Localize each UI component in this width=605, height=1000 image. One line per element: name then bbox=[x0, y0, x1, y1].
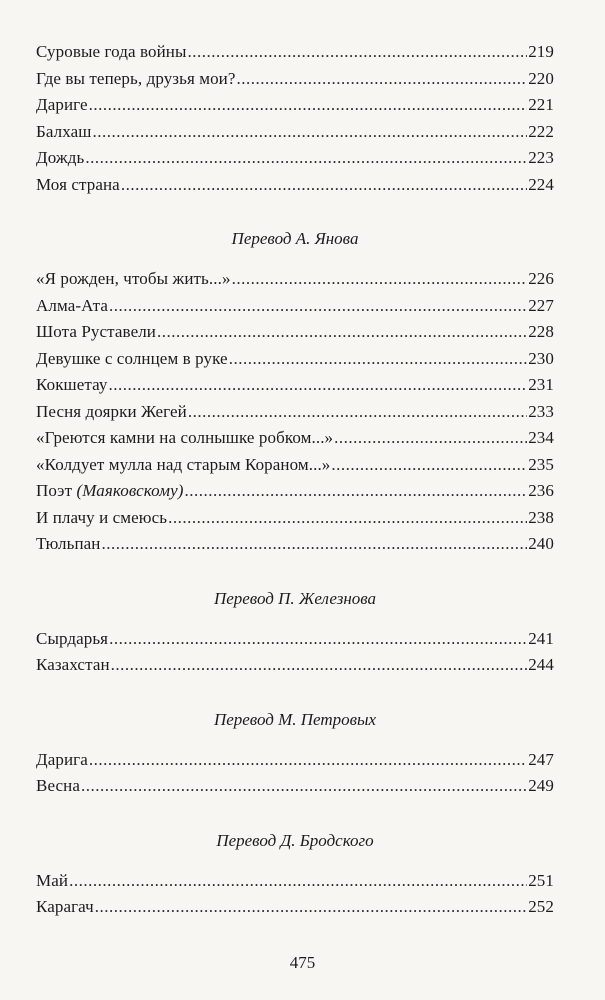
entry-title: Шота Руставели bbox=[36, 322, 156, 341]
entry-page: 240 bbox=[528, 534, 554, 553]
table-of-contents bbox=[36, 42, 554, 924]
entry-title: «Я рожден, чтобы жить...» bbox=[36, 269, 231, 288]
entry-page: 227 bbox=[528, 295, 554, 315]
leader-dots bbox=[334, 428, 527, 448]
entry-title: Дарига bbox=[36, 749, 88, 769]
toc-entry bbox=[36, 322, 554, 349]
leader-dots bbox=[89, 750, 527, 770]
entry-title: Карагач bbox=[36, 897, 94, 916]
leader-dots bbox=[229, 349, 527, 369]
toc-entry bbox=[36, 122, 554, 149]
section-heading: Перевод М. Петровых bbox=[213, 709, 377, 729]
page-number: 475 bbox=[289, 953, 316, 972]
entry-page: 247 bbox=[528, 749, 554, 769]
leader-dots bbox=[331, 455, 527, 475]
leader-dots bbox=[111, 655, 528, 675]
toc-entry bbox=[36, 175, 554, 202]
toc-entry bbox=[36, 655, 554, 682]
section-heading: Перевод Д. Бродского bbox=[216, 830, 374, 850]
toc-entry bbox=[36, 69, 554, 96]
toc-entry bbox=[36, 402, 554, 429]
toc-entry bbox=[36, 508, 554, 535]
leader-dots bbox=[188, 42, 528, 62]
toc-entry bbox=[36, 776, 554, 803]
leader-dots bbox=[85, 148, 527, 168]
entry-title: Сырдарья bbox=[36, 628, 109, 648]
entry-page: 223 bbox=[528, 148, 554, 167]
entry-title: Май bbox=[36, 870, 69, 890]
entry-page: 234 bbox=[528, 428, 554, 447]
leader-dots bbox=[95, 897, 527, 917]
toc-entry bbox=[36, 95, 554, 122]
toc-entry bbox=[36, 897, 554, 924]
entry-title: Дождь bbox=[36, 148, 85, 167]
leader-dots bbox=[232, 269, 528, 289]
entry-page: 230 bbox=[528, 348, 554, 368]
entry-page: 244 bbox=[528, 655, 554, 674]
leader-dots bbox=[188, 402, 527, 422]
entry-page: 231 bbox=[528, 375, 554, 394]
entry-title-dedication: (Маяковскому) bbox=[76, 481, 184, 500]
leader-dots bbox=[121, 175, 527, 195]
entry-page: 226 bbox=[528, 269, 554, 288]
entry-page: 238 bbox=[528, 507, 554, 527]
entry-title: Где вы теперь, друзья мои? bbox=[36, 68, 236, 88]
toc-entry bbox=[36, 375, 554, 402]
entry-page: 236 bbox=[528, 481, 554, 500]
toc-entry bbox=[36, 871, 554, 898]
entry-title: Весна bbox=[36, 776, 80, 795]
section-heading: Перевод А. Янова bbox=[231, 229, 359, 248]
entry-page: 249 bbox=[528, 776, 554, 795]
entry-page: 233 bbox=[528, 401, 554, 421]
entry-title bbox=[36, 481, 183, 501]
toc-entry bbox=[36, 629, 554, 656]
toc-entry bbox=[36, 269, 554, 296]
entry-page: 241 bbox=[528, 628, 554, 648]
leader-dots bbox=[89, 95, 528, 115]
leader-dots bbox=[102, 534, 528, 554]
leader-dots bbox=[157, 322, 527, 342]
entry-title: Казахстан bbox=[36, 655, 110, 674]
entry-page: 251 bbox=[528, 870, 554, 890]
entry-title: Дариге bbox=[36, 95, 88, 114]
entry-page: 221 bbox=[528, 95, 554, 114]
entry-title: Песня доярки Жегей bbox=[36, 401, 187, 421]
toc-entry bbox=[36, 455, 554, 482]
entry-title: Кокшетау bbox=[36, 375, 108, 394]
entry-title-main: Поэт bbox=[36, 481, 77, 500]
leader-dots bbox=[109, 629, 527, 649]
entry-title: Девушке с солнцем в руке bbox=[36, 348, 228, 368]
toc-group bbox=[36, 871, 554, 924]
leader-dots bbox=[168, 508, 527, 528]
entry-title: Суровые года войны bbox=[36, 42, 187, 61]
entry-page: 222 bbox=[528, 121, 554, 141]
toc-entry bbox=[36, 349, 554, 376]
entry-page: 235 bbox=[528, 454, 554, 474]
entry-title: «Колдует мулла над старым Кораном...» bbox=[36, 454, 331, 474]
leader-dots bbox=[109, 296, 527, 316]
toc-group bbox=[36, 269, 554, 561]
entry-page: 228 bbox=[528, 322, 554, 341]
entry-page: 219 bbox=[528, 42, 554, 61]
entry-page: 252 bbox=[528, 897, 554, 916]
toc-entry bbox=[36, 534, 554, 561]
leader-dots bbox=[184, 481, 527, 501]
leader-dots bbox=[92, 122, 527, 142]
leader-dots bbox=[81, 776, 527, 796]
entry-page: 220 bbox=[528, 68, 554, 88]
leader-dots bbox=[109, 375, 528, 395]
entry-page: 224 bbox=[528, 174, 554, 194]
toc-entry bbox=[36, 750, 554, 777]
leader-dots bbox=[69, 871, 527, 891]
entry-title: Алма-Ата bbox=[36, 295, 109, 315]
toc-entry bbox=[36, 42, 554, 69]
toc-group bbox=[36, 42, 554, 201]
toc-entry bbox=[36, 296, 554, 323]
entry-title: Моя страна bbox=[36, 174, 120, 194]
leader-dots bbox=[237, 69, 528, 89]
toc-entry bbox=[36, 148, 554, 175]
entry-title: И плачу и смеюсь bbox=[36, 507, 168, 527]
toc-entry bbox=[36, 481, 554, 508]
entry-title: Тюльпан bbox=[36, 534, 101, 553]
entry-title: «Греются камни на солнышке робком...» bbox=[36, 428, 334, 447]
toc-group bbox=[36, 629, 554, 682]
section-heading: Перевод П. Железнова bbox=[213, 588, 377, 608]
toc-entry bbox=[36, 428, 554, 455]
entry-title: Балхаш bbox=[36, 121, 92, 141]
toc-group bbox=[36, 750, 554, 803]
